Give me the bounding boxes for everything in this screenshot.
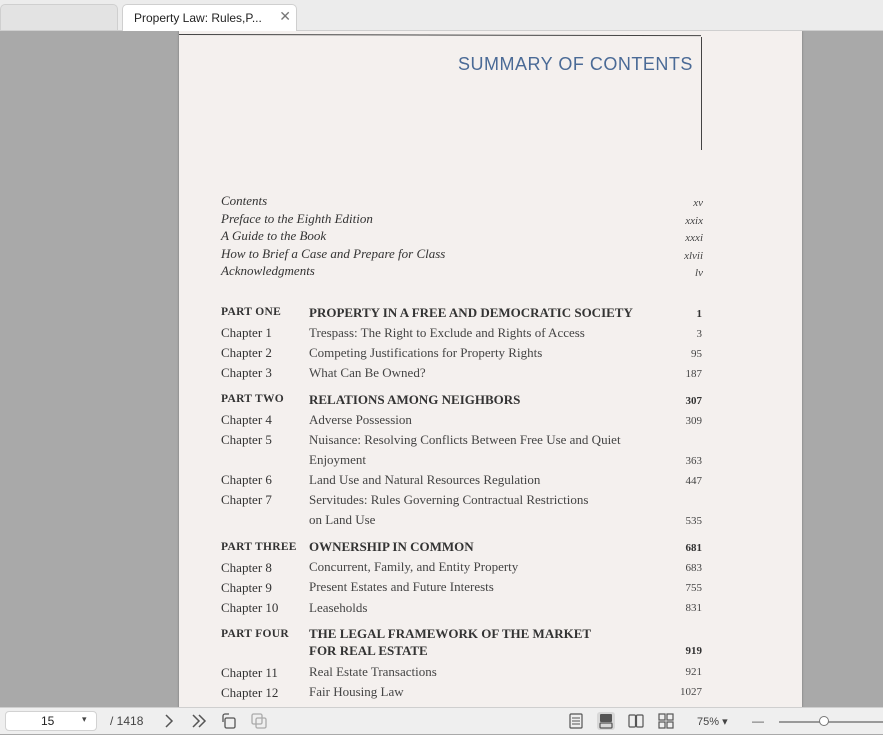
chapter-label: Chapter 12 [221, 685, 279, 700]
chapter-title: Fair Housing Law [309, 684, 404, 699]
part-label: PART FOUR [221, 628, 289, 640]
pdf-page [179, 31, 802, 707]
chapter-page: 1027 [680, 686, 702, 698]
front-matter-label: How to Brief a Case and Prepare for Class [221, 246, 446, 261]
single-page-view-icon[interactable] [567, 712, 585, 730]
chapter-label: Chapter 1 [221, 325, 272, 340]
current-page-value: 15 [41, 714, 55, 728]
chapter-label: Chapter 3 [221, 365, 272, 380]
chapter-title: Concurrent, Family, and Entity Property [309, 559, 519, 574]
chapter-label: Chapter 6 [221, 472, 272, 487]
chapter-page: 755 [685, 582, 702, 594]
part-label: PART THREE [221, 541, 297, 553]
document-viewer[interactable] [0, 31, 883, 707]
front-matter-page: xlvii [684, 250, 703, 262]
part-label: PART TWO [221, 393, 285, 405]
chapter-page: 921 [685, 666, 702, 678]
front-matter-label: Contents [221, 193, 268, 208]
part-title-continued: FOR REAL ESTATE [309, 643, 428, 658]
page-number-input[interactable] [5, 711, 97, 731]
chapter-label: Chapter 2 [221, 345, 272, 360]
chapter-label: Chapter 10 [221, 600, 279, 615]
part-page: 681 [685, 542, 702, 554]
part-title: RELATIONS AMONG NEIGHBORS [309, 392, 521, 407]
front-matter-page: lv [695, 267, 703, 279]
zoom-slider-handle[interactable] [819, 716, 829, 726]
bottom-toolbar [0, 707, 883, 734]
chevron-down-icon[interactable]: ▾ [82, 714, 87, 724]
chapter-title: Real Estate Transactions [309, 664, 437, 679]
front-matter-label: A Guide to the Book [221, 228, 327, 243]
front-matter-label: Preface to the Eighth Edition [221, 211, 373, 226]
close-icon[interactable]: ✕ [279, 8, 291, 24]
part-page: 919 [685, 645, 702, 657]
chapter-page: 447 [685, 475, 702, 487]
chapter-title: Present Estates and Future Interests [309, 579, 494, 594]
chapter-label: Chapter 7 [221, 492, 272, 507]
last-page-icon[interactable] [190, 712, 208, 730]
zoom-select[interactable]: 75% ▾ [697, 716, 728, 728]
rotate-icon[interactable] [220, 712, 238, 730]
chapter-page: 363 [685, 455, 702, 467]
next-page-icon[interactable] [160, 712, 178, 730]
tab-active-document[interactable] [122, 4, 297, 31]
part-label: PART ONE [221, 306, 282, 318]
front-matter-page: xxix [685, 215, 703, 227]
chapter-page: 3 [696, 328, 702, 340]
part-page: 1 [696, 308, 702, 320]
chapter-title: Land Use and Natural Resources Regulation [309, 472, 541, 487]
chapter-page: 95 [691, 348, 702, 360]
grid-view-icon[interactable] [657, 712, 675, 730]
front-matter-page: xv [693, 197, 703, 209]
chapter-title: Competing Justifications for Property Rights [309, 345, 543, 360]
tab-title: Property Law: Rules,P... [134, 11, 262, 25]
chapter-title-continued: Enjoyment [309, 452, 367, 467]
chapter-label: Chapter 9 [221, 580, 272, 595]
chapter-label: Chapter 5 [221, 432, 272, 447]
chapter-page: 535 [685, 515, 702, 527]
part-title: OWNERSHIP IN COMMON [309, 539, 474, 554]
continuous-view-icon[interactable] [597, 712, 615, 730]
part-title: PROPERTY IN A FREE AND DEMOCRATIC SOCIETY [309, 305, 633, 320]
chapter-title: Adverse Possession [309, 412, 412, 427]
chapter-page: 683 [685, 562, 702, 574]
chapter-page: 309 [685, 415, 702, 427]
chapter-page: 187 [685, 368, 702, 380]
chapter-title-continued: on Land Use [309, 512, 376, 527]
zoom-out-icon[interactable]: — [752, 714, 764, 728]
chapter-label: Chapter 11 [221, 665, 278, 680]
chapter-title: Leaseholds [309, 600, 368, 615]
chapter-page: 831 [685, 602, 702, 614]
part-title: THE LEGAL FRAMEWORK OF THE MARKET [309, 626, 592, 641]
chapter-label: Chapter 4 [221, 412, 272, 427]
two-page-view-icon[interactable] [627, 712, 645, 730]
tab-inactive[interactable] [0, 4, 118, 30]
page-border-top [179, 34, 701, 36]
total-pages: / 1418 [110, 714, 144, 728]
front-matter-label: Acknowledgments [221, 263, 315, 278]
front-matter-page: xxxi [685, 232, 703, 244]
zoom-slider-track[interactable] [779, 721, 883, 723]
chapter-label: Chapter 8 [221, 560, 272, 575]
chapter-title: Servitudes: Rules Governing Contractual Restrictions [309, 492, 589, 507]
chapter-title: What Can Be Owned? [309, 365, 426, 380]
page-border-right [701, 37, 702, 150]
tab-bar [0, 0, 883, 31]
part-page: 307 [685, 395, 702, 407]
duplicate-icon[interactable] [250, 712, 268, 730]
page-title: SUMMARY OF CONTENTS [458, 54, 693, 74]
chapter-title: Nuisance: Resolving Conflicts Between Free Use and Quiet [309, 432, 621, 447]
chapter-title: Trespass: The Right to Exclude and Rights of Access [309, 325, 585, 340]
